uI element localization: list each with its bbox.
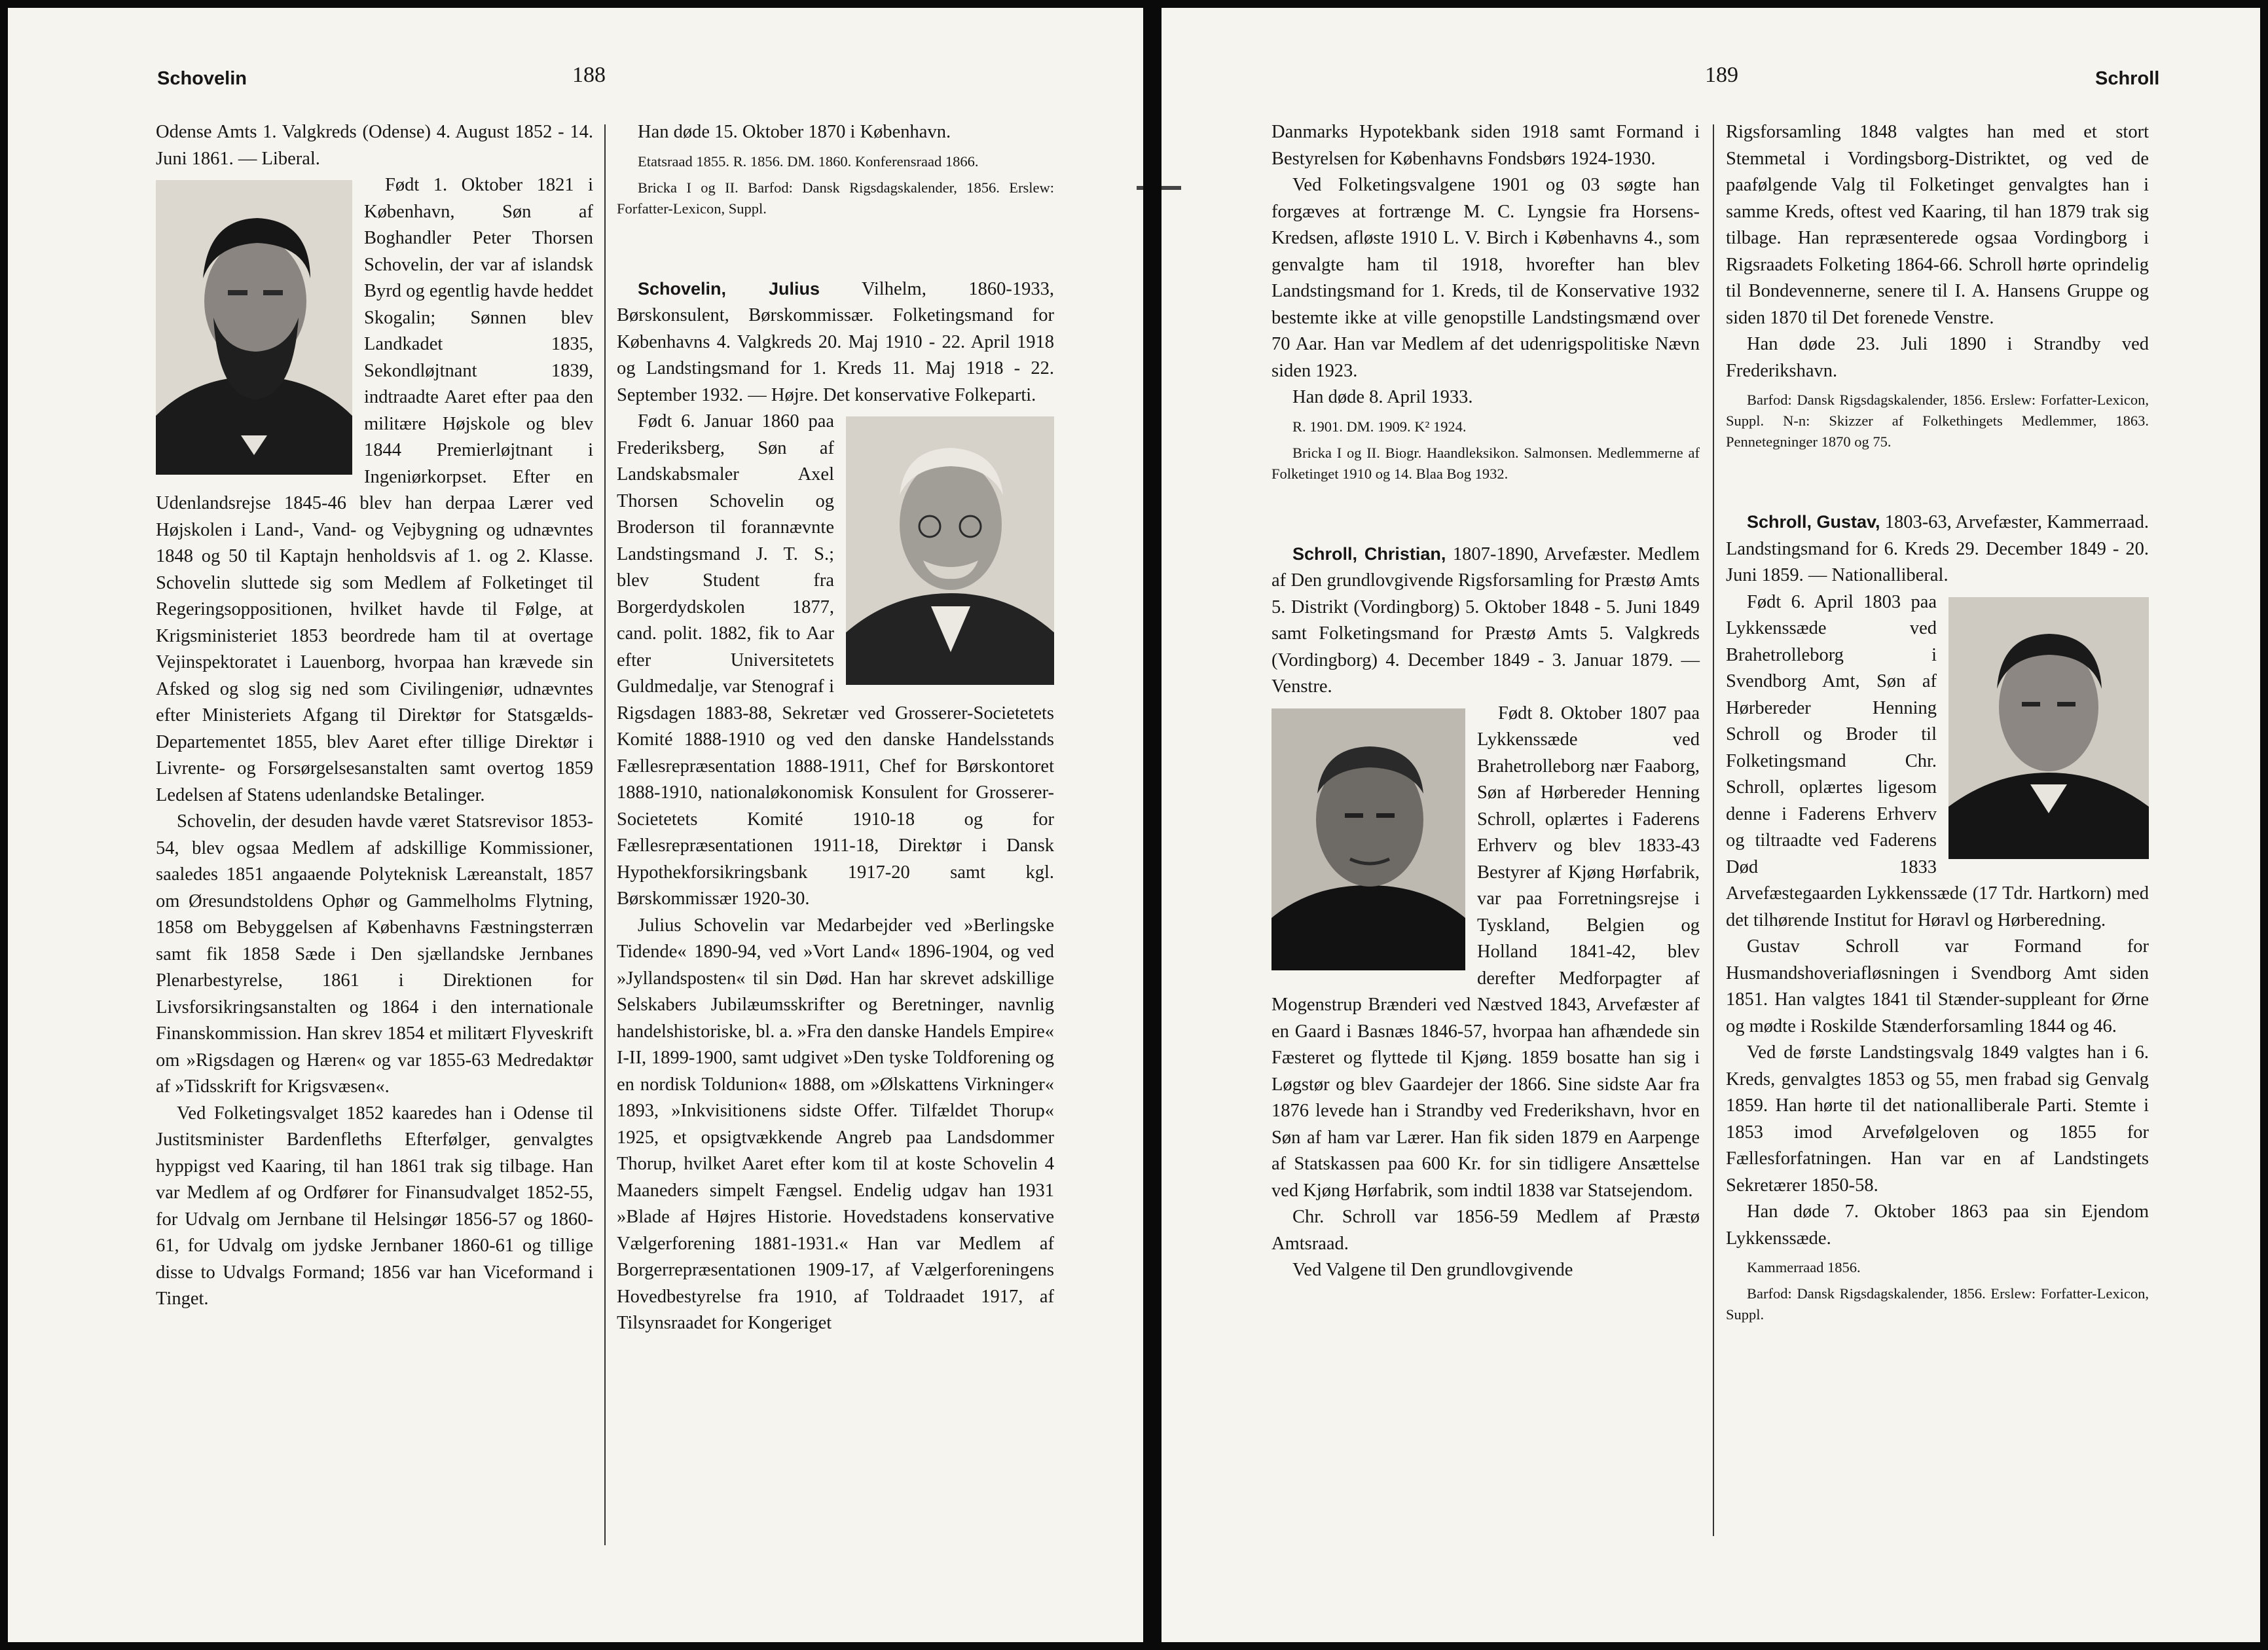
portrait-photo-icon (156, 180, 352, 475)
right-page-header: Schroll (2095, 68, 2160, 89)
schroll-g-entry-heading: Schroll, Gustav, 1803-63, Arvefæster, Kammerraad. Landstingsmand for 6. Kreds 29. December 1849 - 20. Juni 1859. — Nationalliberal. (1726, 512, 2149, 585)
portrait-photo-icon (1271, 708, 1465, 970)
schroll-c-elections-cont: Rigsforsamling 1848 valgtes han med et stort Stemmetal i Vordingsborg-Distriktet, og ved de paafølgende Valg til Folketinget genvalgtes han i samme Kreds, oftest ved Kaaring, til han 1879 trak sig tilbage. Han repræsenterede ogsaa Vordingborg i Rigsraadets Folketing 1864-66. Schroll hørte oprindelig til Bondevennerne, senere til I. A. Hansens Gruppe og siden 1870 til Det forenede Venstre. (1726, 122, 2149, 328)
entry-name-schroll-christian: Schroll, Christian, (1292, 543, 1446, 564)
schroll-c-elections-start: Ved Valgene til Den grundlovgivende (1292, 1260, 1573, 1280)
schroll-g-honours: Kammerraad 1856. (1747, 1259, 1861, 1275)
schovelin-j-writings: Julius Schovelin var Medarbejder ved »Berlingske Tidende« 1890-94, ved »Vort Land« 1896-1904, og ved »Jyllandsposten« til sin Død. Han har skrevet adskillige Selskabers Jubilæumsskrifter og Beretninger, navnlig handelshistoriske, bl. a. »Fra den danske Handels Empire« I-II, 1899-1900, samt udgivet »Den tyske Toldforening og en nordisk Toldunion« 1888, om »Ølskattens Virkninger« 1893, »Inkvisitionens sidste Offer. Tilfældet Thorup« 1925, et opsigtvækkende Angreb paa Landsdommer Thorup, hvilket Aaret efter kom til at koste Schovelin 4 Maaneders simpelt Fængsel. Endelig udgav han 1931 »Blade af Højres Historie. Hovedstadens konservative Vælgerforening 1881-1931.« Han var Medlem af Borgerrepræsentationen 1909-17, af Vælgerforeningens Hovedbestyrelse fra 1910, af Toldraadet 1917, af Tilsynsraadet for Kongeriget (617, 915, 1055, 1333)
right-column-divider (1713, 124, 1714, 1536)
schovelin-j-sources: Bricka I og II. Biogr. Haandleksikon. Salmonsen. Medlemmerne af Folketinget 1910 og 14. Blaa Bog 1932. (1271, 444, 1700, 482)
portrait-schovelin-julius (846, 416, 1054, 685)
schovelin-c-death: Han døde 15. Oktober 1870 i København. (638, 122, 951, 142)
schovelin-j-entry-heading: Schovelin, Julius Vilhelm, 1860-1933, Børskonsulent, Børskommissær. Folketingsmand for Københavns 4. Valgkreds 20. Maj 1910 - 22. April 1918 og Landstingsmand for 1. Kreds 11. Maj 1918 - 22. September 1932. — Højre. Det konservative Folkeparti. (617, 278, 1054, 405)
schovelin-j-honours: R. 1901. DM. 1909. K² 1924. (1292, 418, 1467, 435)
entry-name-schovelin-julius: Schovelin, Julius (638, 278, 820, 299)
left-page-column-2 (617, 119, 1054, 1337)
schroll-g-elections: Ved de første Landstingsvalg 1849 valgtes han i 6. Kreds, genvalgtes 1853 og 55, men frabad sig Genvalg 1859. Han hørte til det nationalliberale Parti. Stemte i 1853 imod Arvefølgeloven og 1855 for Fællesforfatningen. Han var en af Landstingets Sekretærer 1850-58. (1726, 1042, 2149, 1196)
schovelin-c-commissions: Schovelin, der desuden havde været Statsrevisor 1853-54, blev ogsaa Medlem af adskillige Kommissioner, saaledes 1851 angaaende Polyteknisk Læreanstalt, 1857 om Øresundstoldens Ophør og Gammelholms Flytning, 1858 om Bebyggelsen af Københavns Fæstningsterræn samt fik 1858 Sæde i Den sjællandske Jernbanes Plenarbestyrelse, 1861 i Direktionen for Livsforsikringsanstalten og 1864 i den internationale Finanskommission. Han skrev 1854 et militært Flyveskrift om »Rigsdagen og Hæren« og var 1855-63 Medredaktør af »Tidsskrift for Krigsvæsen«. (156, 811, 593, 1097)
schovelin-j-biography: Født 6. Januar 1860 paa Frederiksberg, Søn af Landskabsmaler Axel Thorsen Schovelin og Broderson til forannævnte Landstingsmand J. T. S.; blev Student fra Borgerdydskolen 1877, cand. polit. 1882, fik to Aar efter Universitetets Guldmedalje, var Stenograf i Rigsdagen 1883-88, Sekretær ved Grosserer-Societetets Komité 1888-1910 og ved den danske Handelsstands Fællesrepræsentation 1888-1911, Chef for Børskontoret 1888-1910, nationaløkonomisk Konsulent for Grosserer-Societetets Komité 1910-18 og for Fællesrepræsentationen 1911-18, Direktør i Dansk Hypothekforsikringsbank 1917-20 samt kgl. Børskommissær 1920-30. (617, 411, 1054, 909)
schovelin-c-biography: Født 1. Oktober 1821 i København, Søn af Boghandler Peter Thorsen Schovelin, der var af islandsk Byrd og egentlig havde heddet Skogalin; Sønnen blev Landkadet 1835, Sekondløjtnant 1839, indtraadte Aaret efter paa den militære Højskole og blev 1844 Premierløjtnant i Ingeniørkorpset. Efter en Udenlandsrejse 1845-46 blev han derpaa Lærer ved Højskolen i Land-, Vand- og Vejbygning og udnævntes 1848 og 50 til Kaptajn henholdsvis af 1. og 2. Klasse. Schovelin sluttede sig som Medlem af Folketinget til Regeringsoppositionen, hvilket havde til Følge, at Krigsministeriet 1853 beordrede ham til at overtage Vejinspektoratet i Lauenborg, hvorpaa han krævede sin Afsked og slog sig ned som Civilingeniør, udnævntes efter Ministeriets Afgang til Direktør for Statsgælds-Departementet 1855, blev Aaret efter tillige Direktør i Livrente- og Forsørgelsesanstalten samt overtog 1859 Ledelsen af Statens udenlandske Betalinger. (156, 175, 593, 805)
schroll-g-sources: Barfod: Dansk Rigsdagskalender, 1856. Erslew: Forfatter-Lexicon, Suppl. (1726, 1285, 2149, 1323)
right-page-column-1 (1271, 119, 1700, 1284)
right-page-column-2 (1726, 119, 2149, 1330)
schovelin-j-positions-cont: Danmarks Hypotekbank siden 1918 samt Formand i Bestyrelsen for Københavns Fondsbørs 1924-1930. (1271, 122, 1700, 169)
left-page-header: Schovelin (157, 68, 247, 89)
schovelin-c-sources: Bricka I og II. Barfod: Dansk Rigsdagskalender, 1856. Erslew: Forfatter-Lexicon, Suppl. (617, 179, 1054, 217)
left-page-column-1 (156, 119, 593, 1313)
schovelin-c-elections: Ved Folketingsvalget 1852 kaaredes han i Odense til Justitsminister Bardenfleths Efterfølger, genvalgtes hyppigst ved Kaaring, til han 1861 trak sig tilbage. Han var Medlem af og Ordfører for Finansudvalget 1852-55, for Udvalg om Jernbane til Helsingør 1856-57 og 1860-61, for Udvalg om jydske Jernbaner 1860-61 og tillige disse to Udvalgs Formand; 1856 var han Viceformand i Tinget. (156, 1103, 593, 1309)
schroll-g-husmand: Gustav Schroll var Formand for Husmandshoveriafløsningen i Svendborg Amt siden 1851. Han valgtes 1841 til Stænder-suppleant for Ørne og mødte i Roskilde Stænderforsamling 1844 og 46. (1726, 936, 2149, 1036)
right-page-number: 189 (1705, 63, 1738, 87)
right-page (1161, 8, 2260, 1642)
left-page-number: 188 (572, 63, 606, 87)
schovelin-c-honours: Etatsraad 1855. R. 1856. DM. 1860. Konferensraad 1866. (638, 153, 979, 170)
page-edge-mark (1161, 186, 1181, 190)
schroll-c-sources: Barfod: Dansk Rigsdagskalender, 1856. Erslew: Forfatter-Lexicon, Suppl. N-n: Skizzer af Folkethingets Medlemmer, 1863. Pennetegninger 1870 og 75. (1726, 392, 2149, 450)
portrait-schovelin-bearded (156, 180, 352, 475)
left-page (8, 8, 1143, 1642)
schovelin-c-district: Odense Amts 1. Valgkreds (Odense) 4. August 1852 - 14. Juni 1861. — Liberal. (156, 122, 593, 169)
schovelin-j-elections: Ved Folketingsvalgene 1901 og 03 søgte han forgæves at fortrænge M. C. Lyngsie fra Horsens-Kredsen, afløste 1910 L. V. Birch i Københavns 4., som genvalgte ham til 1918, hvorefter han blev Landstingsmand for 1. Kreds, til de Konservative 1932 bestemte ikke at ville genopstille Landstingsmænd over 70 Aar. Han var Medlem af det udenrigspolitiske Nævn siden 1923. (1271, 175, 1700, 381)
portrait-schroll-gustav (1948, 597, 2149, 859)
left-column-divider (604, 124, 606, 1545)
schroll-g-biography: Født 6. April 1803 paa Lykkenssæde ved Brahetrolleborg i Svendborg Amt, Søn af Hørbereder Henning Schroll og Broder til Folketingsmand Chr. Schroll, oplærtes ligesom denne i Faderens Erhverv og tiltraadte ved Faderens Død 1833 Arvefæstegaarden Lykkenssæde (17 Tdr. Hartkorn) med det tilhørende Institut for Høravl og Hørberedning. (1726, 591, 2149, 930)
schroll-c-biography: Født 8. Oktober 1807 paa Lykkenssæde ved Brahetrolleborg nær Faaborg, Søn af Hørbereder Henning Schroll, oplærtes i Faderens Erhverv og blev 1833-43 Bestyrer af Kjøng Hørfabrik, var paa Forretningsrejse i Tyskland, Belgien og Holland 1841-42, blev derefter Medforpagter af Mogenstrup Brænderi ved Næstved 1843, Arvefæster af en Gaard i Basnæs 1846-57, hvorpaa han afhændede sin Fæsteret og flyttede til Kjøng. 1859 bosatte han sig i Løgstør og blev Gaardejer der 1866. Sine sidste Aar fra 1876 levede han i Strandby ved Frederikshavn, hvor en Søn af ham var Lærer. Han fik siden 1879 en Aarpenge af Statskassen paa 600 Kr. for sin tidligere Ansættelse ved Kjøng Hørfabrik, som indtil 1838 var Statsejendom. (1271, 703, 1700, 1201)
schroll-g-death: Han døde 7. Oktober 1863 paa sin Ejendom Lykkenssæde. (1726, 1201, 2149, 1249)
schroll-c-amtsraad: Chr. Schroll var 1856-59 Medlem af Præstø Amtsraad. (1271, 1207, 1700, 1254)
schroll-c-entry-heading: Schroll, Christian, 1807-1890, Arvefæster. Medlem af Den grundlovgivende Rigsforsamling for Præstø Amts 5. Distrikt (Vordingborg) 5. Oktober 1848 - 5. Juni 1849 samt Folketingsmand for Præstø Amts 5. Valgkreds (Vordingborg) 4. December 1849 - 3. Januar 1879. — Venstre. (1271, 543, 1700, 697)
page-edge-mark (1137, 186, 1143, 190)
schroll-c-death: Han døde 23. Juli 1890 i Strandby ved Frederikshavn. (1726, 334, 2149, 381)
portrait-photo-icon (846, 416, 1054, 685)
portrait-photo-icon (1948, 597, 2149, 859)
entry-name-schroll-gustav: Schroll, Gustav, (1747, 512, 1880, 532)
schovelin-j-death: Han døde 8. April 1933. (1292, 387, 1473, 407)
portrait-schroll-christian (1271, 708, 1465, 970)
